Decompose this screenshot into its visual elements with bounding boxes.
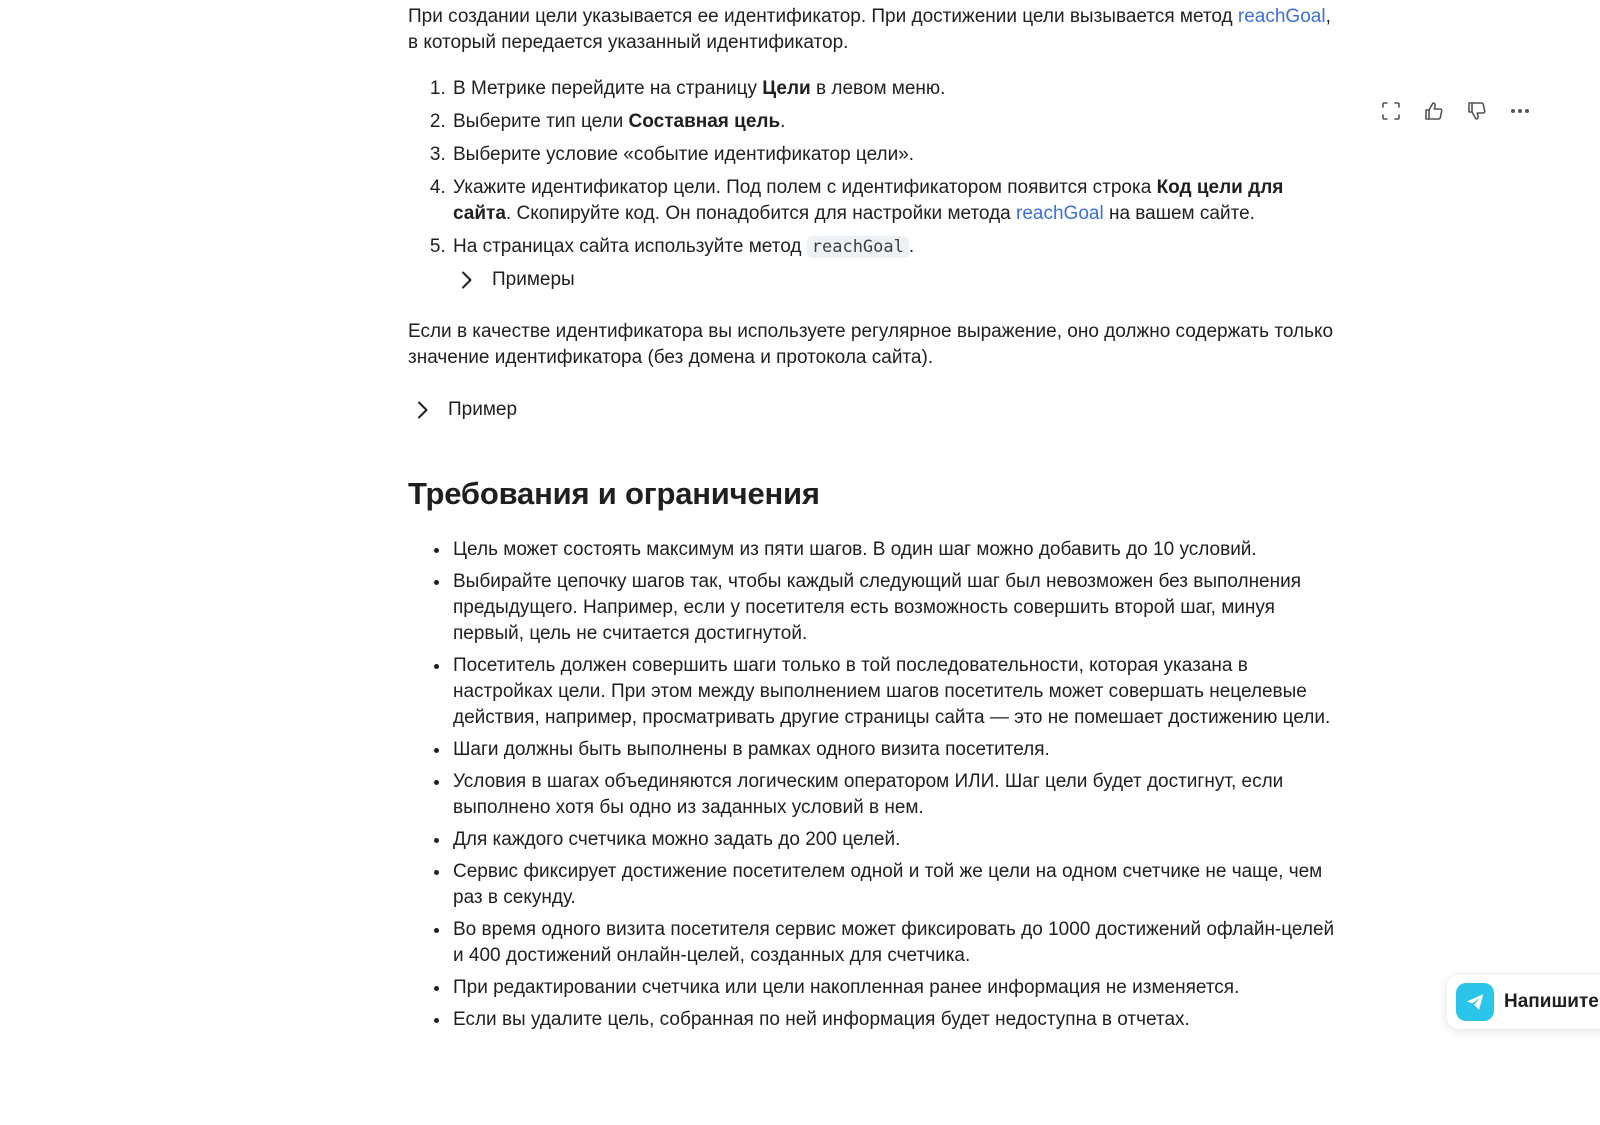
chat-widget-button[interactable] bbox=[1447, 975, 1600, 1029]
article-toolbar bbox=[1376, 96, 1548, 126]
step-text: На страницах сайта используйте метод bbox=[453, 236, 807, 257]
list-item bbox=[451, 142, 1338, 168]
step-bold: Цели bbox=[762, 78, 811, 99]
list-item bbox=[451, 234, 1338, 260]
intro-text-1: При создании цели указывается ее идентификатор. При достижении цели вызывается метод bbox=[408, 6, 1238, 27]
fullscreen-icon[interactable] bbox=[1376, 96, 1406, 126]
examples-expander[interactable] bbox=[456, 267, 1338, 293]
step-text: . Скопируйте код. Он понадобится для настройки метода bbox=[505, 203, 1017, 224]
paper-plane-icon bbox=[1456, 983, 1494, 1021]
step-text: Выберите тип цели bbox=[453, 111, 629, 132]
reachgoal-link[interactable]: reachGoal bbox=[1016, 203, 1104, 224]
chat-label: Напишите bbox=[1504, 991, 1599, 1012]
more-icon[interactable] bbox=[1505, 96, 1535, 126]
chevron-right-icon bbox=[456, 269, 478, 291]
thumbs-up-icon[interactable] bbox=[1419, 96, 1449, 126]
step-text: . bbox=[908, 236, 915, 257]
list-item: • Выбирайте цепочку шагов так, чтобы каждый следующий шаг был невозможен без выполнения предыдущего. Например, если у посетителя есть возможность совершить второй шаг, минуя первый, цель не считается достигнутой. bbox=[451, 569, 1338, 647]
intro-text-2: , в который передается указанный идентификатор. bbox=[408, 6, 1331, 53]
list-item: • Если вы удалите цель, собранная по ней информация будет недоступна в отчетах. bbox=[451, 1007, 1338, 1033]
step-text: . bbox=[780, 111, 786, 132]
list-item: • Для каждого счетчика можно задать до 200 целей. bbox=[451, 827, 1338, 853]
step-text: Укажите идентификатор цели. Под полем с идентификатором появится строка bbox=[453, 177, 1157, 198]
list-item bbox=[451, 109, 1338, 135]
reachgoal-link[interactable]: reachGoal bbox=[1237, 6, 1326, 27]
inline-code: reachGoal bbox=[807, 236, 909, 258]
list-item: • Сервис фиксирует достижение посетителем одной и той же цели на одном счетчике не чаще, чем раз в секунду. bbox=[451, 859, 1338, 911]
example-label: Пример bbox=[448, 399, 518, 420]
chevron-right-icon bbox=[412, 399, 434, 421]
list-item: • Во время одного визита посетителя сервис может фиксировать до 1000 достижений офлайн-целей и 400 достижений онлайн-целей, созданных для счетчика. bbox=[451, 917, 1338, 969]
thumbs-down-icon[interactable] bbox=[1462, 96, 1492, 126]
list-item: • Условия в шагах объединяются логическим оператором ИЛИ. Шаг цели будет достигнут, если выполнено хотя бы одно из заданных условий в нем. bbox=[451, 769, 1338, 821]
step-text: в левом меню. bbox=[810, 78, 946, 99]
step-text: В Метрике перейдите на страницу bbox=[453, 78, 763, 99]
step-text: Выберите условие «событие идентификатор цели». bbox=[453, 144, 915, 165]
list-item: • Шаги должны быть выполнены в рамках одного визита посетителя. bbox=[451, 737, 1338, 763]
list-item: • Цель может состоять максимум из пяти шагов. В один шаг можно добавить до 10 условий. bbox=[451, 537, 1338, 563]
requirements-list bbox=[408, 537, 1338, 1033]
example-expander[interactable] bbox=[412, 397, 1338, 423]
list-item: • Посетитель должен совершить шаги только в той последовательности, которая указана в настройках цели. При этом между выполнением шагов посетитель может совершать нецелевые действия, например, просматривать другие страницы сайта — это не помешает достижению цели. bbox=[451, 653, 1338, 731]
step-bold: Составная цель bbox=[628, 111, 781, 132]
intro-paragraph bbox=[408, 4, 1338, 56]
list-item bbox=[451, 76, 1338, 102]
step-text: на вашем сайте. bbox=[1103, 203, 1255, 224]
steps-list bbox=[408, 76, 1338, 260]
step-bold: Код цели для сайта bbox=[453, 177, 1284, 224]
regex-paragraph: Если в качестве идентификатора вы используете регулярное выражение, оно должно содержать только значение идентификатора (без домена и протокола сайта). bbox=[408, 321, 1334, 368]
list-item: • При редактировании счетчика или цели накопленная ранее информация не изменяется. bbox=[451, 975, 1338, 1001]
section-title: Требования и ограничения bbox=[408, 476, 820, 511]
examples-label: Примеры bbox=[492, 269, 575, 290]
list-item bbox=[451, 175, 1338, 227]
article-content bbox=[408, 4, 1338, 1039]
